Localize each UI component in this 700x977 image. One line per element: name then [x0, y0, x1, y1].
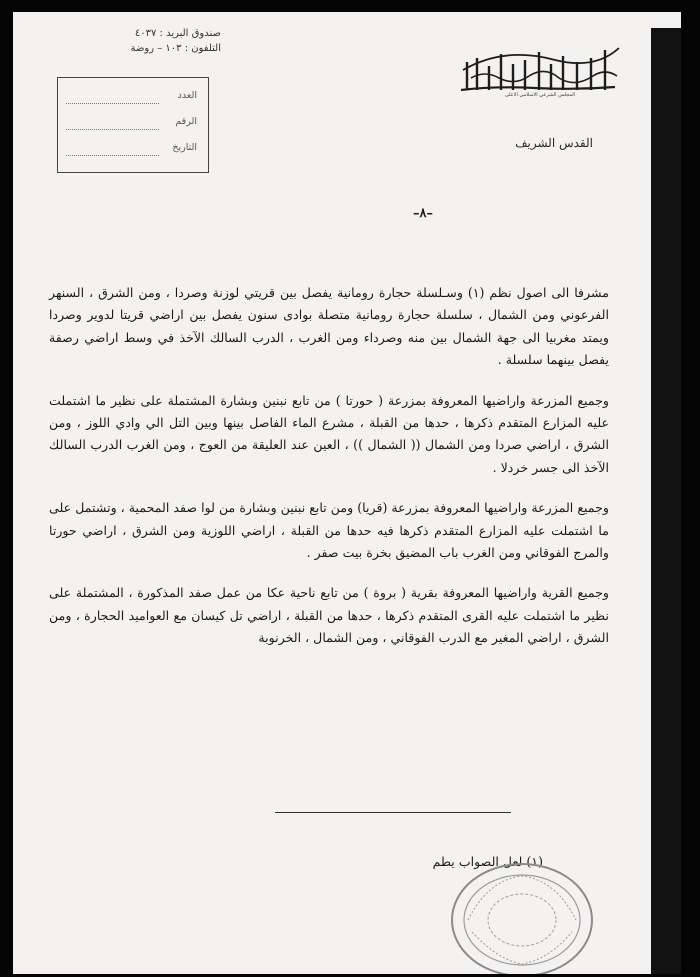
ref-label: الرقم [175, 116, 197, 127]
footnote: (١) لعل الصواب يطم [432, 854, 543, 869]
ref-label: العدد [177, 90, 197, 101]
document-page [13, 12, 681, 974]
document-body [49, 282, 609, 650]
location-line: القدس الشريف [515, 136, 593, 150]
telephone: التلفون : ١٠٣ – روضة [130, 43, 221, 54]
footnote-divider [275, 812, 511, 813]
ref-dotted-line [66, 103, 159, 104]
ref-field-id [66, 116, 201, 136]
ref-dotted-line [66, 129, 159, 130]
official-seal [448, 860, 596, 974]
paragraph: وجميع المزرعة واراضيها المعروفة بمزرعة (قريا) ومن تابع نبنين وبشارة من لوا صفد المحمية ، وتشتمل على ما اشتملت عليه المزارع المتقدم ذكرها فيه حدها من القبلة ، اراضي اللوزية ومن الشرق ، اراضي حورتا والمرج الفوقاني ومن الغرب باب المضيق بخرة بيت صفر . [49, 500, 609, 561]
ref-field-date [66, 142, 201, 162]
ref-label: التاريخ [172, 142, 197, 153]
page-number: –٨– [413, 206, 433, 221]
ref-dotted-line [66, 155, 159, 156]
reference-box [57, 77, 209, 173]
page-edge-shadow [651, 28, 681, 974]
paragraph: وجميع المزرعة واراضيها المعروفة بمزرعة ( حورتا ) من تابع نبنين وبشارة المشتملة على نظير ما اشتملت عليه المزارع المتقدم ذكرها ، حدها من القبلة ، مشرع الماء الفاصل بينها وبين التل الي وادي اللوز ، ومن الشرق ، اراضي صردا ومن الشمال (( الشمال )) ، العين عند العليقة من العوج ، ومن الغرب الدرب السالك الآخذ الى جسر خردلا . [49, 392, 609, 475]
paragraph: مشرفا الى اصول نظم (١) وسـلسلة حجارة رومانية يفصل بين قريتي لوزنة وصردا ، ومن الشرق ، السنهر الفرعوني ومن الشمال ، سلسلة حجارة رومانية متصلة بوادى سنون يفصل بين اراضي قريتا لدوير وصردا ويمتد مغربيا الى جهة الشمال بين منه وصرداء ومن الغرب ، الدرب السالك الآخذ في وسط اراضي رصفة يفصل بينهما سلسلة . [49, 285, 609, 368]
paragraph: وجميع القرية واراضيها المعروفة بقرية ( بروة ) من تابع ناحية عكا من عمل صفد المذكورة ، المشتملة على نظير ما اشتملت عليه القرى المتقدم ذكرها ، حدها من القبلة ، اراضي تل كيسان مع العواميد الحجارة ، ومن الشرق ، اراضي المغير مع الدرب الفوقاني ، ومن الشمال ، الخرنوبة [49, 585, 609, 646]
ref-field-number [66, 90, 201, 110]
logo-text: المجلس الشرعي الاسلامي الاعلى [504, 92, 576, 98]
po-box: صندوق البريد : ٤٠٣٧ [134, 28, 221, 39]
council-logo [455, 40, 625, 98]
contact-info [81, 26, 221, 56]
